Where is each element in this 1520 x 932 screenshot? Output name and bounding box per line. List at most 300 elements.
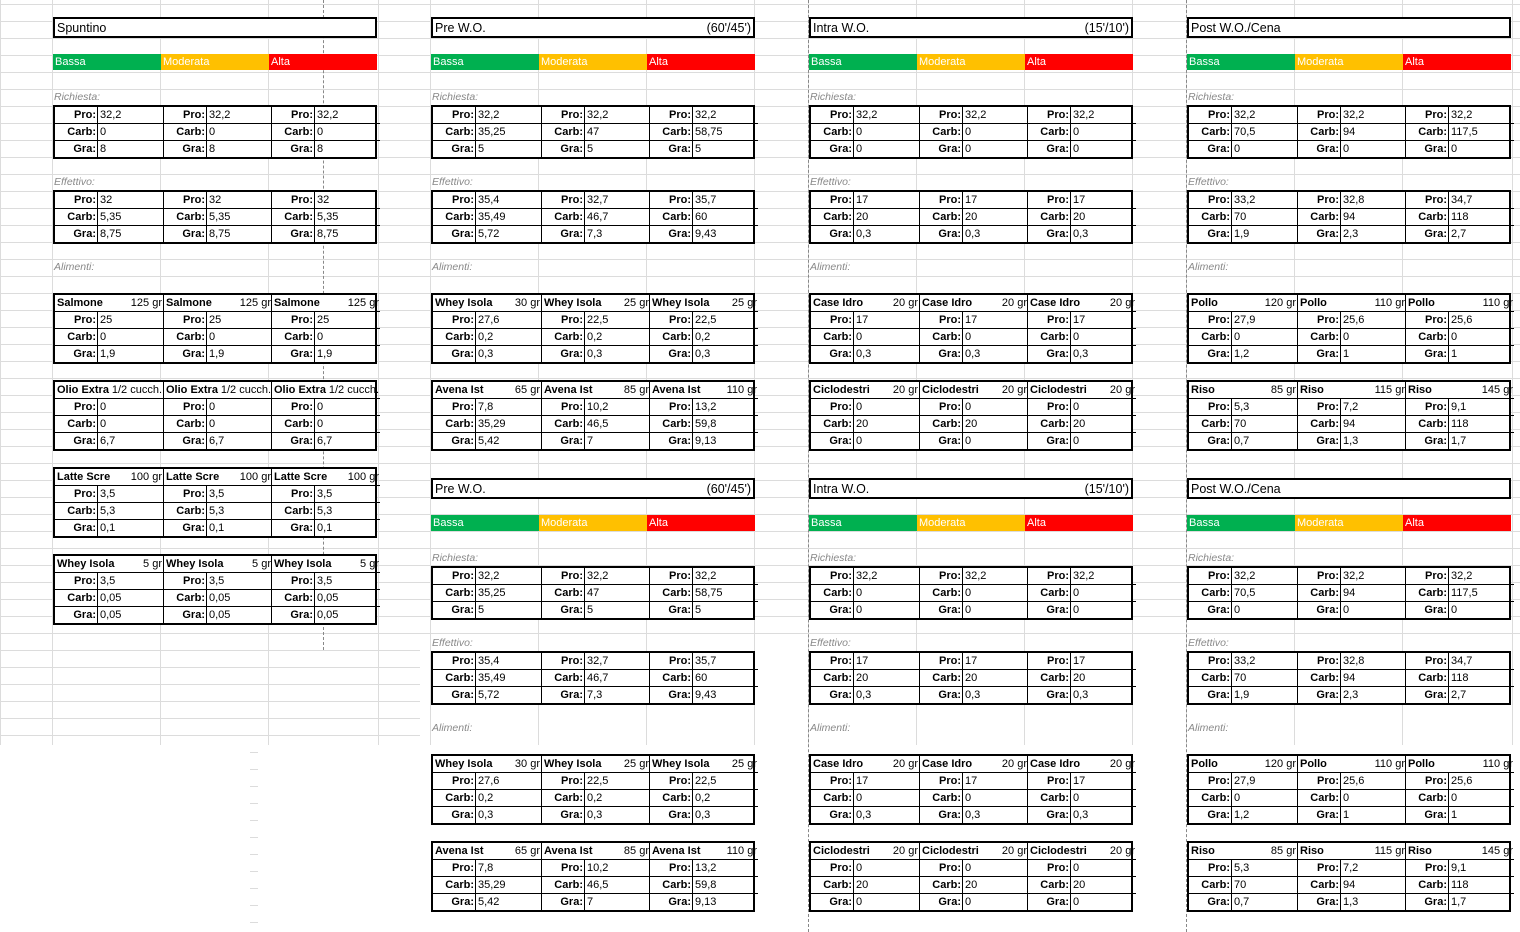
food-qty[interactable]: 65 gr: [514, 384, 540, 396]
value-cell[interactable]: 0,05: [206, 607, 270, 623]
value-cell[interactable]: 0: [1070, 790, 1134, 806]
value-cell[interactable]: 17: [1070, 773, 1134, 789]
value-cell[interactable]: 47: [584, 585, 648, 601]
food-name[interactable]: Ciclodestri: [922, 384, 979, 396]
value-cell[interactable]: 5,3: [97, 503, 161, 519]
food-name[interactable]: Pollo: [1191, 297, 1218, 309]
value-cell[interactable]: 35,25: [475, 585, 539, 601]
food-name[interactable]: Whey Isola: [652, 758, 710, 770]
food-qty[interactable]: 125 gr: [347, 297, 379, 309]
value-cell[interactable]: 32,2: [584, 107, 648, 123]
value-cell[interactable]: 7,2: [1340, 399, 1404, 415]
food-qty[interactable]: 145 gr: [1481, 384, 1513, 396]
value-cell[interactable]: 3,5: [314, 573, 378, 589]
value-cell[interactable]: 0,05: [97, 590, 161, 606]
food-name[interactable]: Latte Scre: [274, 471, 328, 483]
food-name[interactable]: Case Idro: [1030, 758, 1081, 770]
value-cell[interactable]: 32: [206, 192, 270, 208]
food-qty[interactable]: 145 gr: [1481, 845, 1513, 857]
value-cell[interactable]: 25,6: [1448, 312, 1512, 328]
value-cell[interactable]: 32,7: [584, 653, 648, 669]
value-cell[interactable]: 8: [314, 141, 378, 157]
value-cell[interactable]: 0: [962, 124, 1026, 140]
value-cell[interactable]: 9,1: [1448, 860, 1512, 876]
value-cell[interactable]: 6,7: [97, 433, 161, 449]
value-cell[interactable]: 5: [475, 602, 539, 618]
value-cell[interactable]: 0,2: [692, 790, 756, 806]
value-cell[interactable]: 32,2: [475, 568, 539, 584]
value-cell[interactable]: 0: [314, 329, 378, 345]
value-cell[interactable]: 0: [1231, 141, 1295, 157]
food-name[interactable]: Olio Extra: [57, 384, 109, 396]
value-cell[interactable]: 47: [584, 124, 648, 140]
value-cell[interactable]: 20: [1070, 209, 1134, 225]
value-cell[interactable]: 0,3: [692, 807, 756, 823]
value-cell[interactable]: 0,3: [853, 687, 917, 703]
value-cell[interactable]: 20: [1070, 416, 1134, 432]
food-name[interactable]: Ciclodestri: [1030, 384, 1087, 396]
value-cell[interactable]: 0: [962, 602, 1026, 618]
food-name[interactable]: Whey Isola: [57, 558, 115, 570]
food-name[interactable]: Olio Extra: [274, 384, 326, 396]
value-cell[interactable]: 0: [853, 790, 917, 806]
value-cell[interactable]: 22,5: [692, 312, 756, 328]
food-name[interactable]: Avena Ist: [435, 845, 484, 857]
value-cell[interactable]: 3,5: [97, 573, 161, 589]
value-cell[interactable]: 70: [1231, 877, 1295, 893]
value-cell[interactable]: 32,8: [1340, 653, 1404, 669]
value-cell[interactable]: 0: [853, 141, 917, 157]
value-cell[interactable]: 32,8: [1340, 192, 1404, 208]
value-cell[interactable]: 9,43: [692, 687, 756, 703]
value-cell[interactable]: 0,2: [584, 329, 648, 345]
value-cell[interactable]: 7: [584, 433, 648, 449]
value-cell[interactable]: 117,5: [1448, 124, 1512, 140]
value-cell[interactable]: 1,2: [1231, 807, 1295, 823]
value-cell[interactable]: 70,5: [1231, 124, 1295, 140]
value-cell[interactable]: 94: [1340, 585, 1404, 601]
value-cell[interactable]: 70: [1231, 416, 1295, 432]
food-qty[interactable]: 125 gr: [239, 297, 271, 309]
value-cell[interactable]: 0: [853, 860, 917, 876]
value-cell[interactable]: 0: [314, 399, 378, 415]
value-cell[interactable]: 0,3: [962, 807, 1026, 823]
value-cell[interactable]: 35,4: [475, 192, 539, 208]
value-cell[interactable]: 22,5: [692, 773, 756, 789]
value-cell[interactable]: 0: [1231, 602, 1295, 618]
value-cell[interactable]: 0: [1448, 141, 1512, 157]
food-name[interactable]: Ciclodestri: [922, 845, 979, 857]
food-qty[interactable]: 20 gr: [1109, 384, 1135, 396]
value-cell[interactable]: 0: [1448, 329, 1512, 345]
value-cell[interactable]: 1,9: [314, 346, 378, 362]
value-cell[interactable]: 70: [1231, 670, 1295, 686]
value-cell[interactable]: 32,2: [1340, 568, 1404, 584]
value-cell[interactable]: 2,3: [1340, 687, 1404, 703]
value-cell[interactable]: 0,3: [853, 226, 917, 242]
value-cell[interactable]: 22,5: [584, 312, 648, 328]
value-cell[interactable]: 0: [314, 416, 378, 432]
value-cell[interactable]: 7,8: [475, 399, 539, 415]
food-qty[interactable]: 100 gr: [130, 471, 162, 483]
food-qty[interactable]: 5 gr: [360, 558, 379, 570]
value-cell[interactable]: 1,9: [1231, 687, 1295, 703]
value-cell[interactable]: 5,3: [206, 503, 270, 519]
value-cell[interactable]: 1: [1340, 807, 1404, 823]
value-cell[interactable]: 0: [853, 585, 917, 601]
value-cell[interactable]: 5,3: [314, 503, 378, 519]
value-cell[interactable]: 2,7: [1448, 687, 1512, 703]
food-name[interactable]: Whey Isola: [544, 758, 602, 770]
value-cell[interactable]: 17: [1070, 653, 1134, 669]
value-cell[interactable]: 0,05: [314, 607, 378, 623]
food-qty[interactable]: 30 gr: [514, 758, 540, 770]
value-cell[interactable]: 0: [962, 141, 1026, 157]
value-cell[interactable]: 59,8: [692, 877, 756, 893]
value-cell[interactable]: 5,35: [97, 209, 161, 225]
value-cell[interactable]: 17: [853, 192, 917, 208]
value-cell[interactable]: 5: [475, 141, 539, 157]
value-cell[interactable]: 32,2: [314, 107, 378, 123]
value-cell[interactable]: 0: [1231, 790, 1295, 806]
value-cell[interactable]: 0: [853, 399, 917, 415]
value-cell[interactable]: 0: [962, 433, 1026, 449]
value-cell[interactable]: 46,7: [584, 209, 648, 225]
value-cell[interactable]: 27,9: [1231, 773, 1295, 789]
value-cell[interactable]: 5,72: [475, 687, 539, 703]
value-cell[interactable]: 0,05: [314, 590, 378, 606]
value-cell[interactable]: 0: [1070, 399, 1134, 415]
value-cell[interactable]: 20: [962, 209, 1026, 225]
value-cell[interactable]: 5,42: [475, 894, 539, 910]
value-cell[interactable]: 1,9: [97, 346, 161, 362]
value-cell[interactable]: 6,7: [314, 433, 378, 449]
food-name[interactable]: Avena Ist: [544, 384, 593, 396]
value-cell[interactable]: 35,49: [475, 209, 539, 225]
value-cell[interactable]: 0: [206, 124, 270, 140]
food-name[interactable]: Salmone: [57, 297, 103, 309]
value-cell[interactable]: 1: [1448, 346, 1512, 362]
food-name[interactable]: Ciclodestri: [813, 384, 870, 396]
food-name[interactable]: Avena Ist: [544, 845, 593, 857]
value-cell[interactable]: 17: [853, 312, 917, 328]
value-cell[interactable]: 20: [962, 877, 1026, 893]
value-cell[interactable]: 0: [1340, 790, 1404, 806]
value-cell[interactable]: 5,3: [1231, 860, 1295, 876]
value-cell[interactable]: 7,3: [584, 687, 648, 703]
value-cell[interactable]: 27,9: [1231, 312, 1295, 328]
value-cell[interactable]: 5,3: [1231, 399, 1295, 415]
value-cell[interactable]: 0,1: [314, 520, 378, 536]
value-cell[interactable]: 8: [206, 141, 270, 157]
value-cell[interactable]: 3,5: [97, 486, 161, 502]
value-cell[interactable]: 3,5: [206, 573, 270, 589]
value-cell[interactable]: 8,75: [206, 226, 270, 242]
value-cell[interactable]: 118: [1448, 670, 1512, 686]
value-cell[interactable]: 1,9: [206, 346, 270, 362]
food-qty[interactable]: 110 gr: [1482, 297, 1513, 309]
value-cell[interactable]: 70,5: [1231, 585, 1295, 601]
food-qty[interactable]: 20 gr: [892, 758, 918, 770]
food-qty[interactable]: 1/2 cucch.: [328, 384, 379, 396]
food-name[interactable]: Pollo: [1300, 758, 1327, 770]
value-cell[interactable]: 0: [314, 124, 378, 140]
value-cell[interactable]: 0: [853, 124, 917, 140]
food-name[interactable]: Whey Isola: [544, 297, 602, 309]
value-cell[interactable]: 2,7: [1448, 226, 1512, 242]
food-qty[interactable]: 85 gr: [623, 845, 649, 857]
value-cell[interactable]: 17: [1070, 312, 1134, 328]
value-cell[interactable]: 9,13: [692, 433, 756, 449]
food-name[interactable]: Pollo: [1408, 297, 1435, 309]
food-name[interactable]: Latte Scre: [166, 471, 220, 483]
value-cell[interactable]: 32,2: [97, 107, 161, 123]
food-name[interactable]: Riso: [1191, 384, 1215, 396]
food-name[interactable]: Whey Isola: [435, 758, 493, 770]
food-qty[interactable]: 5 gr: [143, 558, 162, 570]
value-cell[interactable]: 0: [853, 433, 917, 449]
value-cell[interactable]: 58,75: [692, 124, 756, 140]
value-cell[interactable]: 32,2: [1340, 107, 1404, 123]
value-cell[interactable]: 25,6: [1340, 312, 1404, 328]
food-qty[interactable]: 85 gr: [1270, 845, 1296, 857]
value-cell[interactable]: 20: [853, 670, 917, 686]
food-name[interactable]: Pollo: [1408, 758, 1435, 770]
value-cell[interactable]: 1,3: [1340, 894, 1404, 910]
value-cell[interactable]: 94: [1340, 416, 1404, 432]
value-cell[interactable]: 17: [853, 653, 917, 669]
value-cell[interactable]: 94: [1340, 209, 1404, 225]
food-qty[interactable]: 120 gr: [1264, 297, 1296, 309]
value-cell[interactable]: 25: [97, 312, 161, 328]
food-name[interactable]: Whey Isola: [274, 558, 332, 570]
value-cell[interactable]: 0: [962, 894, 1026, 910]
value-cell[interactable]: 0: [97, 124, 161, 140]
value-cell[interactable]: 0: [1448, 602, 1512, 618]
food-name[interactable]: Riso: [1408, 384, 1432, 396]
value-cell[interactable]: 0,2: [475, 790, 539, 806]
value-cell[interactable]: 0: [206, 329, 270, 345]
food-qty[interactable]: 110 gr: [1374, 758, 1405, 770]
value-cell[interactable]: 33,2: [1231, 653, 1295, 669]
value-cell[interactable]: 1: [1448, 807, 1512, 823]
value-cell[interactable]: 32,7: [584, 192, 648, 208]
value-cell[interactable]: 20: [853, 416, 917, 432]
value-cell[interactable]: 8,75: [314, 226, 378, 242]
value-cell[interactable]: 0: [853, 602, 917, 618]
value-cell[interactable]: 0,2: [475, 329, 539, 345]
food-qty[interactable]: 5 gr: [252, 558, 271, 570]
value-cell[interactable]: 0: [1070, 141, 1134, 157]
value-cell[interactable]: 5,72: [475, 226, 539, 242]
value-cell[interactable]: 118: [1448, 877, 1512, 893]
value-cell[interactable]: 0: [1070, 433, 1134, 449]
value-cell[interactable]: 0,3: [962, 687, 1026, 703]
value-cell[interactable]: 25,6: [1340, 773, 1404, 789]
value-cell[interactable]: 34,7: [1448, 653, 1512, 669]
value-cell[interactable]: 0: [1070, 585, 1134, 601]
value-cell[interactable]: 1,9: [1231, 226, 1295, 242]
value-cell[interactable]: 0: [206, 416, 270, 432]
food-qty[interactable]: 25 gr: [731, 297, 757, 309]
value-cell[interactable]: 8: [97, 141, 161, 157]
value-cell[interactable]: 9,1: [1448, 399, 1512, 415]
food-name[interactable]: Ciclodestri: [813, 845, 870, 857]
value-cell[interactable]: 60: [692, 209, 756, 225]
value-cell[interactable]: 46,5: [584, 416, 648, 432]
value-cell[interactable]: 13,2: [692, 399, 756, 415]
food-qty[interactable]: 20 gr: [1001, 758, 1027, 770]
value-cell[interactable]: 22,5: [584, 773, 648, 789]
value-cell[interactable]: 9,43: [692, 226, 756, 242]
value-cell[interactable]: 7,8: [475, 860, 539, 876]
food-name[interactable]: Riso: [1191, 845, 1215, 857]
value-cell[interactable]: 0,3: [1070, 346, 1134, 362]
value-cell[interactable]: 5: [584, 141, 648, 157]
value-cell[interactable]: 0: [97, 399, 161, 415]
value-cell[interactable]: 7,2: [1340, 860, 1404, 876]
value-cell[interactable]: 20: [853, 209, 917, 225]
food-name[interactable]: Riso: [1408, 845, 1432, 857]
value-cell[interactable]: 0,1: [97, 520, 161, 536]
food-qty[interactable]: 25 gr: [623, 758, 649, 770]
value-cell[interactable]: 32,2: [584, 568, 648, 584]
value-cell[interactable]: 34,7: [1448, 192, 1512, 208]
value-cell[interactable]: 60: [692, 670, 756, 686]
value-cell[interactable]: 0: [1070, 860, 1134, 876]
value-cell[interactable]: 0: [1448, 790, 1512, 806]
value-cell[interactable]: 0,3: [584, 807, 648, 823]
value-cell[interactable]: 0,7: [1231, 894, 1295, 910]
value-cell[interactable]: 17: [1070, 192, 1134, 208]
value-cell[interactable]: 32,2: [692, 107, 756, 123]
value-cell[interactable]: 0: [1070, 894, 1134, 910]
food-qty[interactable]: 110 gr: [726, 384, 757, 396]
value-cell[interactable]: 7: [584, 894, 648, 910]
value-cell[interactable]: 17: [853, 773, 917, 789]
value-cell[interactable]: 27,6: [475, 773, 539, 789]
value-cell[interactable]: 0: [962, 585, 1026, 601]
value-cell[interactable]: 32,2: [206, 107, 270, 123]
food-qty[interactable]: 1/2 cucch.: [111, 384, 162, 396]
value-cell[interactable]: 0,3: [475, 807, 539, 823]
value-cell[interactable]: 0: [1070, 602, 1134, 618]
food-name[interactable]: Avena Ist: [652, 845, 701, 857]
value-cell[interactable]: 0: [962, 860, 1026, 876]
food-qty[interactable]: 20 gr: [1109, 845, 1135, 857]
food-qty[interactable]: 115 gr: [1374, 384, 1405, 396]
value-cell[interactable]: 35,49: [475, 670, 539, 686]
value-cell[interactable]: 1,2: [1231, 346, 1295, 362]
food-name[interactable]: Olio Extra: [166, 384, 218, 396]
food-qty[interactable]: 20 gr: [1001, 384, 1027, 396]
value-cell[interactable]: 0,3: [1070, 807, 1134, 823]
food-name[interactable]: Case Idro: [922, 297, 973, 309]
value-cell[interactable]: 0,3: [853, 807, 917, 823]
value-cell[interactable]: 5: [692, 602, 756, 618]
value-cell[interactable]: 20: [962, 670, 1026, 686]
food-qty[interactable]: 20 gr: [892, 845, 918, 857]
value-cell[interactable]: 17: [962, 773, 1026, 789]
value-cell[interactable]: 35,7: [692, 192, 756, 208]
food-qty[interactable]: 20 gr: [1109, 758, 1135, 770]
value-cell[interactable]: 3,5: [206, 486, 270, 502]
food-qty[interactable]: 110 gr: [1482, 758, 1513, 770]
value-cell[interactable]: 20: [853, 877, 917, 893]
food-name[interactable]: Salmone: [274, 297, 320, 309]
food-name[interactable]: Whey Isola: [166, 558, 224, 570]
food-qty[interactable]: 100 gr: [239, 471, 271, 483]
value-cell[interactable]: 0,3: [1070, 687, 1134, 703]
value-cell[interactable]: 1: [1340, 346, 1404, 362]
value-cell[interactable]: 32,2: [1231, 107, 1295, 123]
value-cell[interactable]: 0: [853, 894, 917, 910]
food-name[interactable]: Avena Ist: [435, 384, 484, 396]
value-cell[interactable]: 0,7: [1231, 433, 1295, 449]
food-qty[interactable]: 20 gr: [1001, 845, 1027, 857]
food-name[interactable]: Case Idro: [813, 297, 864, 309]
value-cell[interactable]: 0: [1070, 124, 1134, 140]
food-name[interactable]: Latte Scre: [57, 471, 111, 483]
food-qty[interactable]: 25 gr: [623, 297, 649, 309]
food-qty[interactable]: 20 gr: [1109, 297, 1135, 309]
food-qty[interactable]: 110 gr: [726, 845, 757, 857]
value-cell[interactable]: 0,3: [962, 346, 1026, 362]
value-cell[interactable]: 32,2: [692, 568, 756, 584]
food-qty[interactable]: 110 gr: [1374, 297, 1405, 309]
value-cell[interactable]: 25: [314, 312, 378, 328]
food-name[interactable]: Pollo: [1191, 758, 1218, 770]
value-cell[interactable]: 0: [962, 790, 1026, 806]
food-name[interactable]: Whey Isola: [652, 297, 710, 309]
value-cell[interactable]: 1,7: [1448, 894, 1512, 910]
food-name[interactable]: Whey Isola: [435, 297, 493, 309]
value-cell[interactable]: 20: [1070, 670, 1134, 686]
value-cell[interactable]: 32,2: [1070, 107, 1134, 123]
value-cell[interactable]: 0,1: [206, 520, 270, 536]
value-cell[interactable]: 32,2: [1231, 568, 1295, 584]
value-cell[interactable]: 0: [1340, 602, 1404, 618]
value-cell[interactable]: 32,2: [962, 107, 1026, 123]
food-name[interactable]: Ciclodestri: [1030, 845, 1087, 857]
food-name[interactable]: Riso: [1300, 384, 1324, 396]
value-cell[interactable]: 35,29: [475, 416, 539, 432]
value-cell[interactable]: 0: [853, 329, 917, 345]
value-cell[interactable]: 25,6: [1448, 773, 1512, 789]
value-cell[interactable]: 0: [97, 329, 161, 345]
value-cell[interactable]: 0,3: [962, 226, 1026, 242]
value-cell[interactable]: 35,29: [475, 877, 539, 893]
value-cell[interactable]: 118: [1448, 416, 1512, 432]
value-cell[interactable]: 0,3: [584, 346, 648, 362]
value-cell[interactable]: 35,25: [475, 124, 539, 140]
value-cell[interactable]: 3,5: [314, 486, 378, 502]
value-cell[interactable]: 0: [962, 329, 1026, 345]
value-cell[interactable]: 32: [314, 192, 378, 208]
value-cell[interactable]: 46,7: [584, 670, 648, 686]
food-qty[interactable]: 20 gr: [892, 384, 918, 396]
value-cell[interactable]: 0: [1340, 141, 1404, 157]
food-qty[interactable]: 120 gr: [1264, 758, 1296, 770]
food-qty[interactable]: 85 gr: [1270, 384, 1296, 396]
value-cell[interactable]: 20: [962, 416, 1026, 432]
food-qty[interactable]: 125 gr: [130, 297, 162, 309]
value-cell[interactable]: 10,2: [584, 399, 648, 415]
value-cell[interactable]: 0: [962, 399, 1026, 415]
value-cell[interactable]: 0,2: [584, 790, 648, 806]
value-cell[interactable]: 0: [1070, 329, 1134, 345]
value-cell[interactable]: 5,35: [314, 209, 378, 225]
